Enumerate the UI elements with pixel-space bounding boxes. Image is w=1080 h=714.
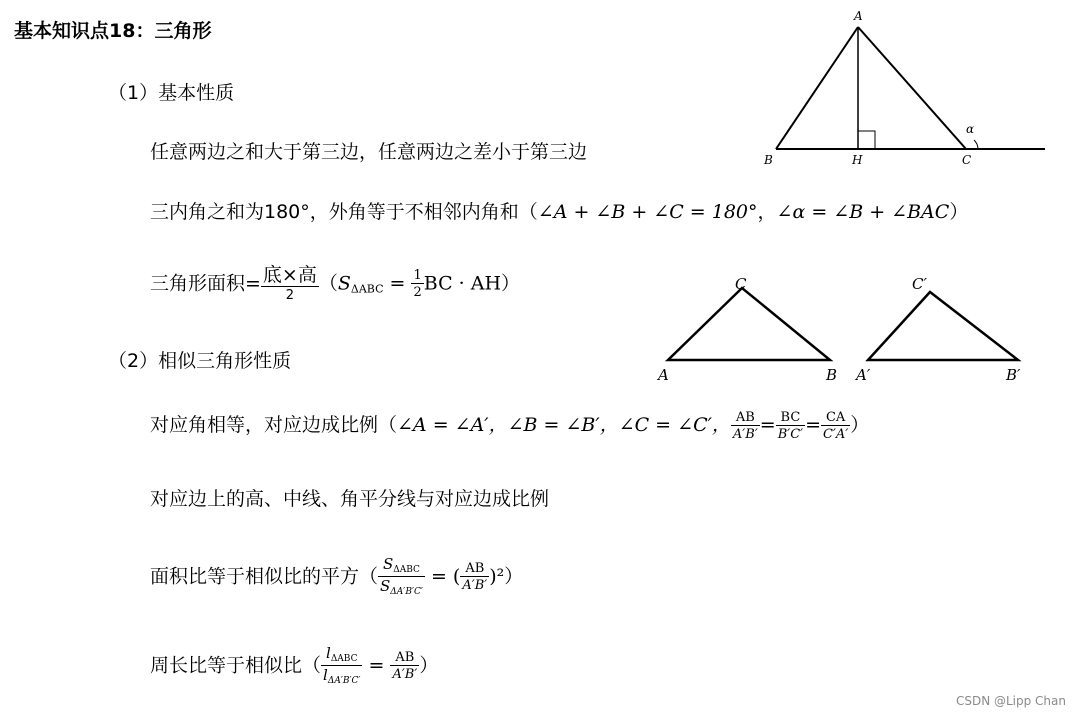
area-ratio-rhs-numerator: AB — [460, 562, 489, 577]
area-text: 三角形面积= — [150, 272, 261, 295]
area-ratio-den-subscript: ΔA′B′C′ — [390, 587, 423, 597]
half-numerator: 1 — [413, 268, 422, 283]
ratio-bc-numerator: BC — [776, 411, 805, 426]
watermark: CSDN @Lipp Chan — [955, 694, 1066, 708]
ratio-ca-fraction — [821, 411, 850, 441]
perimeter-ratio-line — [150, 646, 438, 686]
perimeter-num-subscript: ΔABC — [330, 654, 358, 664]
triangle-inequality-text: 任意两边之和大于第三边，任意两边之差小于第三边 — [150, 141, 588, 163]
perimeter-ratio-rhs-fraction — [390, 651, 419, 681]
perimeter-ratio-text: 周长比等于相似比（ — [150, 654, 322, 677]
similar-triangles-figure — [650, 268, 1040, 388]
section-1-heading: （1）基本性质 — [108, 82, 235, 104]
area-ratio-power: )² — [489, 565, 505, 588]
ratio-ab-numerator: AB — [731, 411, 760, 426]
exterior-angle-arc — [974, 140, 978, 149]
angle-sum-formula: ∠A + ∠B + ∠C = 180° — [537, 201, 758, 223]
right-angle-marker — [858, 131, 875, 149]
triangle-a2b2c2 — [868, 292, 1018, 360]
label-alpha: α — [966, 122, 975, 136]
perimeter-ratio-denominator — [321, 666, 362, 686]
angle-sum-line — [150, 197, 968, 224]
triangle-altitude-figure — [760, 6, 1060, 176]
area-ratio-denominator — [378, 577, 425, 597]
half-denominator: 2 — [413, 285, 422, 300]
similar-angles-close: ） — [850, 414, 870, 436]
area-ratio-numerator — [378, 557, 425, 577]
ratio-equals-2: = — [805, 414, 822, 436]
perimeter-ratio-equals: = — [362, 654, 391, 677]
angle-sum-close: ） — [949, 201, 969, 223]
ratio-bc-fraction — [776, 411, 805, 441]
half-fraction — [411, 269, 423, 299]
area-ratio-text: 面积比等于相似比的平方（ — [150, 565, 379, 588]
ratio-ca-numerator: CA — [821, 411, 850, 426]
label-c: C — [735, 275, 747, 293]
triangle-abc — [668, 288, 830, 360]
area-ratio-rhs-fraction — [460, 562, 489, 592]
area-ratio-num-symbol: S — [383, 555, 394, 573]
perimeter-rhs-numerator: AB — [390, 651, 419, 666]
label-h: H — [852, 153, 863, 167]
ratio-ab-fraction — [731, 411, 760, 441]
area-fraction — [261, 266, 319, 302]
perimeter-ratio-fraction — [321, 646, 362, 686]
area-fraction-numerator: 底×高 — [262, 264, 317, 286]
label-b: B — [826, 366, 838, 384]
area-fraction-denominator: 2 — [285, 288, 295, 303]
ratio-ca-denominator: C′A′ — [823, 426, 849, 442]
area-equals: = — [383, 272, 412, 295]
perimeter-ratio-numerator — [321, 646, 362, 666]
side-ab — [776, 27, 858, 149]
section-2-heading: （2）相似三角形性质 — [108, 350, 292, 372]
label-c: C — [962, 153, 972, 167]
ratio-ab-denominator: A′B′ — [732, 426, 758, 442]
similar-angles-line — [150, 410, 869, 441]
perimeter-den-symbol: l — [323, 666, 328, 684]
area-paren-open: （ — [318, 272, 338, 295]
exterior-angle-formula: ∠α = ∠B + ∠BAC — [776, 201, 950, 223]
perimeter-num-symbol: l — [326, 644, 331, 662]
label-a: A — [854, 9, 863, 23]
angle-sum-text: 三内角之和为180°，外角等于不相邻内角和（ — [150, 201, 538, 223]
label-a: A — [658, 366, 669, 384]
label-c-prime: C′ — [912, 275, 927, 293]
area-ratio-fraction — [378, 557, 425, 597]
perimeter-rhs-denominator: A′B′ — [392, 667, 418, 682]
area-ratio-den-symbol: S — [380, 577, 391, 595]
area-symbol: S — [337, 272, 351, 295]
ratio-equals-1: = — [759, 414, 776, 436]
area-tail: BC · AH — [423, 272, 502, 295]
perimeter-ratio-close: ） — [419, 654, 439, 677]
area-ratio-rhs-denominator: A′B′ — [462, 578, 488, 593]
similar-angles-formula: ∠A = ∠A′，∠B = ∠B′，∠C = ∠C′， — [397, 414, 731, 436]
proportional-segments-text: 对应边上的高、中线、角平分线与对应边成比例 — [150, 488, 550, 510]
page-title: 基本知识点18：三角形 — [14, 20, 212, 42]
area-paren-close: ） — [501, 272, 521, 295]
angle-sum-separator: ， — [757, 201, 777, 223]
perimeter-den-subscript: ΔA′B′C′ — [327, 676, 361, 686]
label-a-prime: A′ — [856, 366, 871, 384]
area-ratio-line — [150, 557, 523, 597]
area-formula-line — [150, 266, 520, 302]
label-b: B — [764, 153, 773, 167]
label-b-prime: B′ — [1006, 366, 1021, 384]
similar-angles-text: 对应角相等，对应边成比例（ — [150, 414, 398, 436]
ratio-bc-denominator: B′C′ — [777, 426, 804, 442]
area-ratio-num-subscript: ΔABC — [393, 565, 420, 575]
area-symbol-subscript: ΔABC — [350, 282, 384, 296]
area-ratio-equals: = ( — [424, 565, 461, 588]
area-ratio-close: ） — [504, 565, 524, 588]
